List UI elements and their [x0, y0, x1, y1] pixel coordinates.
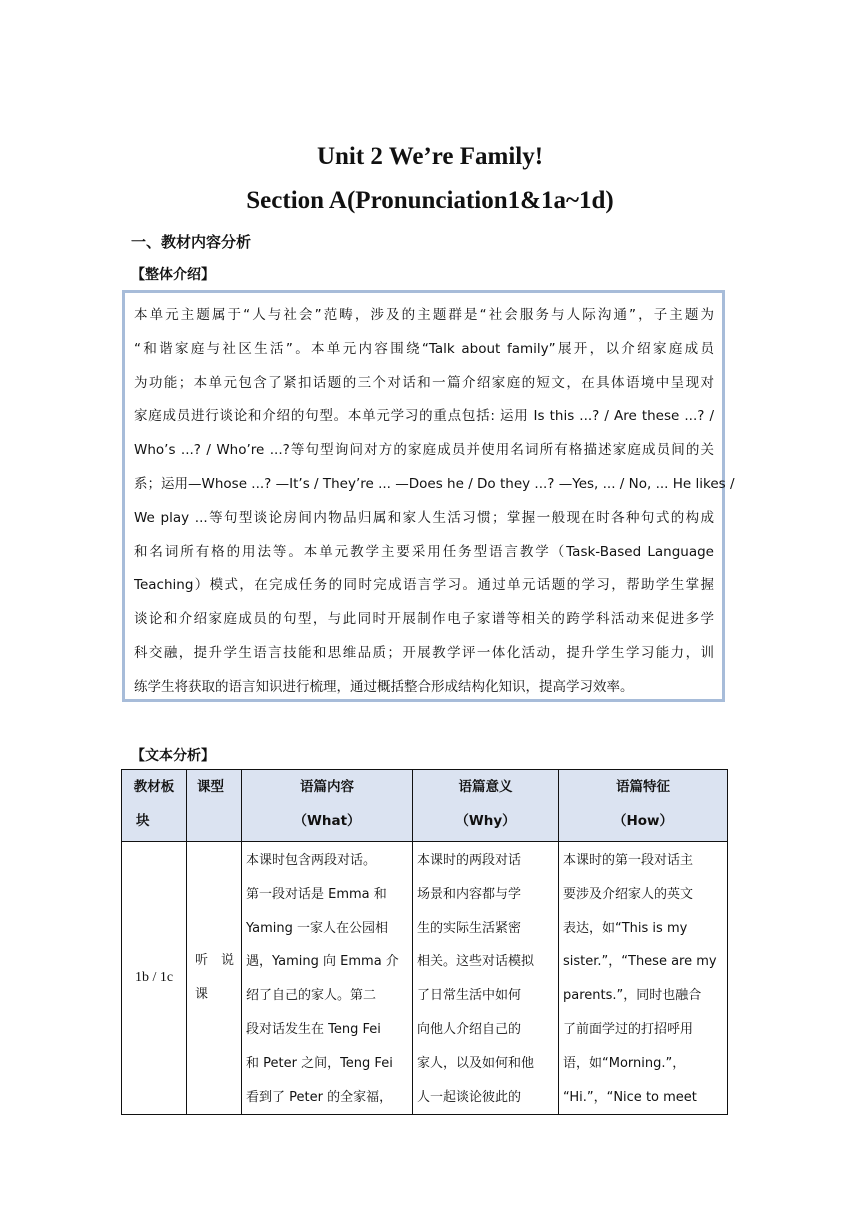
header-text: 教材板	[133, 779, 175, 795]
header-text: （What）	[293, 813, 361, 829]
type-label: 课	[195, 987, 209, 1003]
why-line: 家人，以及如何和他	[417, 1055, 535, 1071]
section-label: 1b / 1c	[134, 970, 174, 986]
cell-what	[242, 842, 413, 1115]
how-line: 了前面学过的打招呼用	[563, 1021, 694, 1037]
intro-line: 系；运用—Whose ...? —It’s / They’re ... —Does he / Do they ...? —Yes, ... / No, ... He likes /	[134, 475, 735, 492]
why-line: 人一起谈论彼此的	[417, 1089, 522, 1105]
what-line: 遇，Yaming 向 Emma 介	[246, 954, 399, 970]
text-analysis-table	[121, 769, 728, 1115]
how-line: sister.”，“These are my	[563, 954, 717, 970]
page-subtitle: Section A(Pronunciation1&1a~1d)	[246, 187, 614, 214]
intro-line: 练学生将获取的语言知识进行梳理，通过概括整合形成结构化知识，提高学习效率。	[134, 678, 634, 695]
how-line: 本课时的第一段对话主	[563, 853, 694, 868]
what-line: 和 Peter 之间，Teng Fei	[246, 1055, 393, 1071]
header-section	[122, 770, 187, 842]
table-header-row	[122, 770, 728, 842]
what-line: 本课时包含两段对话。	[246, 853, 377, 868]
intro-heading: 【整体介绍】	[131, 267, 215, 283]
how-line: 要涉及介绍家人的英文	[563, 886, 694, 902]
what-line: 第一段对话是 Emma 和	[246, 886, 387, 902]
how-line: parents.”，同时也融合	[563, 988, 702, 1004]
header-text: 语篇意义	[458, 779, 513, 795]
header-text: 块	[136, 813, 150, 829]
what-line: 看到了 Peter 的全家福，	[246, 1089, 393, 1105]
intro-line: We play ...等句型谈论房间内物品归属和家人生活习惯；掌握一般现在时各种句式的构成	[134, 509, 714, 526]
how-line: 语，如“Morning.”，	[563, 1055, 686, 1071]
why-line: 了日常生活中如何	[417, 988, 522, 1004]
intro-line: 本单元主题属于“人与社会”范畴，涉及的主题群是“社会服务与人际沟通”，子主题为	[134, 307, 714, 323]
cell-why	[413, 842, 559, 1115]
what-line: 绍了自己的家人。第二	[246, 988, 377, 1004]
header-text: 课型	[197, 779, 224, 795]
header-text: （Why）	[455, 813, 516, 829]
how-line: “Hi.”，“Nice to meet	[563, 1089, 697, 1105]
header-what	[242, 770, 413, 842]
text-analysis-heading: 【文本分析】	[131, 748, 215, 764]
intro-line: 为功能；本单元包含了紧扣话题的三个对话和一篇介绍家庭的短文，在具体语境中呈现对	[134, 374, 714, 391]
type-label: 听 说	[195, 953, 235, 969]
cell-section	[122, 842, 187, 1115]
what-line: Yaming 一家人在公园相	[246, 920, 389, 936]
why-line: 向他人介绍自己的	[417, 1021, 522, 1037]
intro-line: 和名词所有格的用法等。本单元教学主要采用任务型语言教学（Task-Based Language	[134, 543, 714, 560]
intro-line: 谈论和介绍家庭成员的句型，与此同时开展制作电子家谱等相关的跨学科活动来促进多学	[134, 611, 714, 628]
why-line: 相关。这些对话模拟	[417, 954, 535, 970]
header-text: 语篇内容	[300, 779, 354, 795]
header-type	[187, 770, 242, 842]
header-why	[413, 770, 559, 842]
why-line: 本课时的两段对话	[417, 853, 522, 868]
header-text: （How）	[612, 813, 674, 829]
page-title: Unit 2 We’re Family!	[316, 143, 544, 170]
header-how	[559, 770, 728, 842]
how-line: 表达，如“This is my	[563, 920, 688, 936]
intro-line: 家庭成员进行谈论和介绍的句型。本单元学习的重点包括: 运用 Is this ...? / Are these ...? /	[134, 408, 714, 425]
header-text: 语篇特征	[616, 779, 670, 795]
intro-line: 科交融，提升学生语言技能和思维品质；开展教学评一体化活动，提升学生学习能力，训	[134, 644, 714, 661]
intro-line: “和谐家庭与社区生活”。本单元内容围绕“Talk about family”展开，以介绍家庭成员	[134, 340, 714, 357]
intro-line: Teaching）模式，在完成任务的同时完成语言学习。通过单元话题的学习，帮助学生掌握	[134, 577, 714, 594]
cell-how	[559, 842, 728, 1115]
why-line: 场景和内容都与学	[417, 886, 522, 902]
intro-box	[122, 290, 735, 702]
cell-type	[187, 842, 242, 1115]
intro-line: Who’s ...? / Who’re ...?等句型询问对方的家庭成员并使用名词所有格描述家庭成员间的关	[134, 442, 714, 459]
why-line: 生的实际生活紧密	[417, 920, 522, 936]
table-row	[122, 842, 728, 1115]
what-line: 段对话发生在 Teng Fei	[246, 1021, 381, 1037]
section-heading: 一、教材内容分析	[131, 233, 252, 251]
